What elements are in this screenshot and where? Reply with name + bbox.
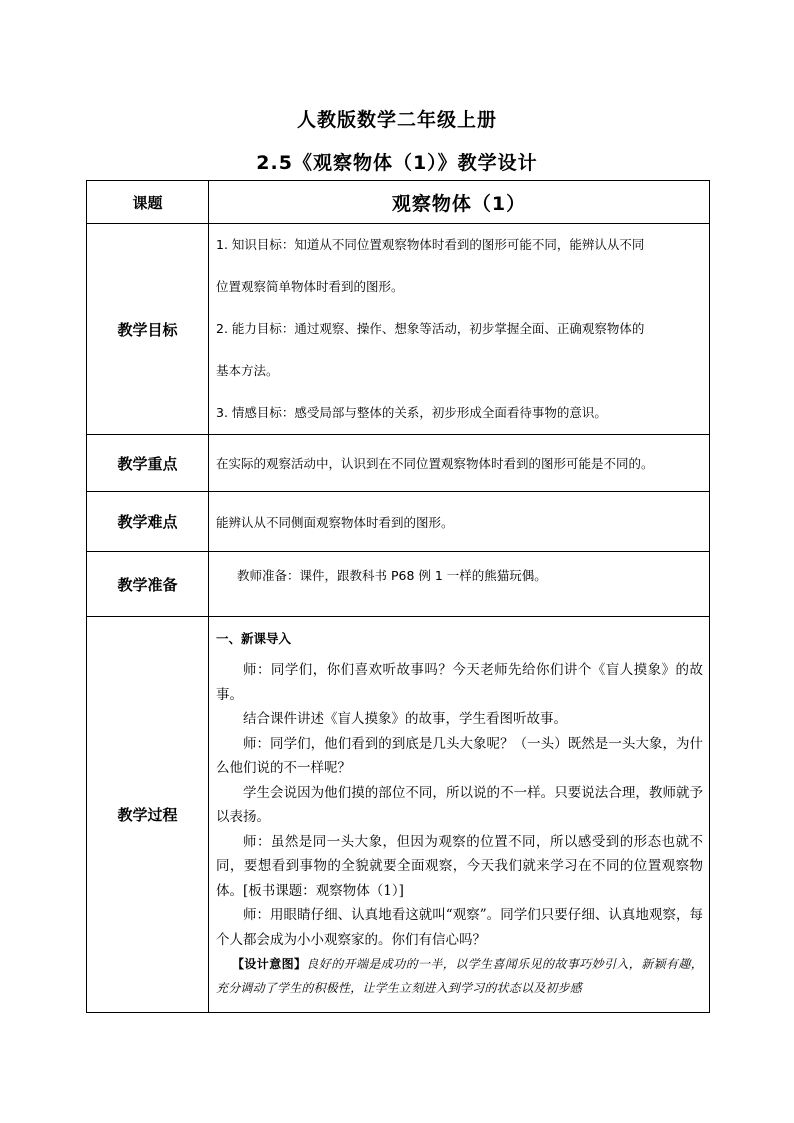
process-paragraph: 师：同学们，他们看到的到底是几头大象呢？（一头）既然是一头大象，为什么他们说的不一样呢？ [216,735,703,776]
process-label: 教学过程 [87,617,209,1013]
table-row-difficulty [87,492,710,552]
table-row-process [87,617,710,1013]
process-paragraph: 师：虽然是同一头大象，但因为观察的位置不同，所以感受到的形态也就不同，要想看到事物的全貌就要全面观察，今天我们就来学习在不同的位置观察物体。[板书课题：观察物体（1）] [216,833,703,899]
difficulty-text: 能辨认从不同侧面观察物体时看到的图形。 [216,514,454,530]
table-row-topic [87,181,710,224]
preparation-text: 教师准备：课件，跟教科书 P68 例 1 一样的熊猫玩偶。 [237,568,547,583]
goal-line: 2. 能力目标：通过观察、操作、想象等活动，初步掌握全面、正确观察物体的 [216,321,645,336]
topic-value: 观察物体（1） [391,192,527,215]
process-paragraph: 师：同学们，你们喜欢听故事吗？今天老师先给你们讲个《盲人摸象》的故事。 [216,662,703,703]
goal-line: 3. 情感目标：感受局部与整体的关系，初步形成全面看待事物的意识。 [216,405,607,420]
process-cell [209,617,710,1013]
process-section-title: 一、新课导入 [216,631,292,646]
table-row-goals [87,224,710,435]
goal-line: 位置观察简单物体时看到的图形。 [216,279,404,294]
goal-line: 基本方法。 [216,363,279,378]
design-intent-paragraph [216,952,703,1000]
table-row-preparation [87,552,710,617]
key-point-cell [209,435,710,492]
preparation-label: 教学准备 [87,552,209,617]
goals-cell [209,224,710,435]
difficulty-label: 教学难点 [87,492,209,552]
document-subtitle: 2.5《观察物体（1）》教学设计 [256,152,538,174]
document-title: 人教版数学二年级上册 [296,109,497,131]
goals-label: 教学目标 [87,224,209,435]
lesson-plan-table [86,180,710,1013]
process-paragraph: 结合课件讲述《盲人摸象》的故事，学生看图听故事。 [243,711,567,727]
table-row-key-point [87,435,710,492]
process-paragraph: 师：用眼睛仔细、认真地看这就叫“观察”。同学们只要仔细、认真地观察，每个人都会成为小小观察家的。你们有信心吗？ [216,907,703,948]
design-intent-text: 良好的开端是成功的一半，以学生喜闻乐见的故事巧妙引入，新颖有趣，充分调动了学生的积极性，让学生立刻进入到学习的状态以及初步感 [216,957,704,995]
difficulty-cell [209,492,710,552]
key-point-text: 在实际的观察活动中，认识到在不同位置观察物体时看到的图形可能是不同的。 [216,456,654,471]
key-point-label: 教学重点 [87,435,209,492]
preparation-cell [209,552,710,617]
process-paragraph: 学生会说因为他们摸的部位不同，所以说的不一样。只要说法合理，教师就予以表扬。 [216,784,703,825]
topic-label: 课题 [87,181,209,224]
topic-cell [209,181,710,224]
design-intent-tag: 【设计意图】 [232,957,307,971]
goal-line: 1. 知识目标：知道从不同位置观察物体时看到的图形可能不同，能辨认从不同 [216,237,645,252]
